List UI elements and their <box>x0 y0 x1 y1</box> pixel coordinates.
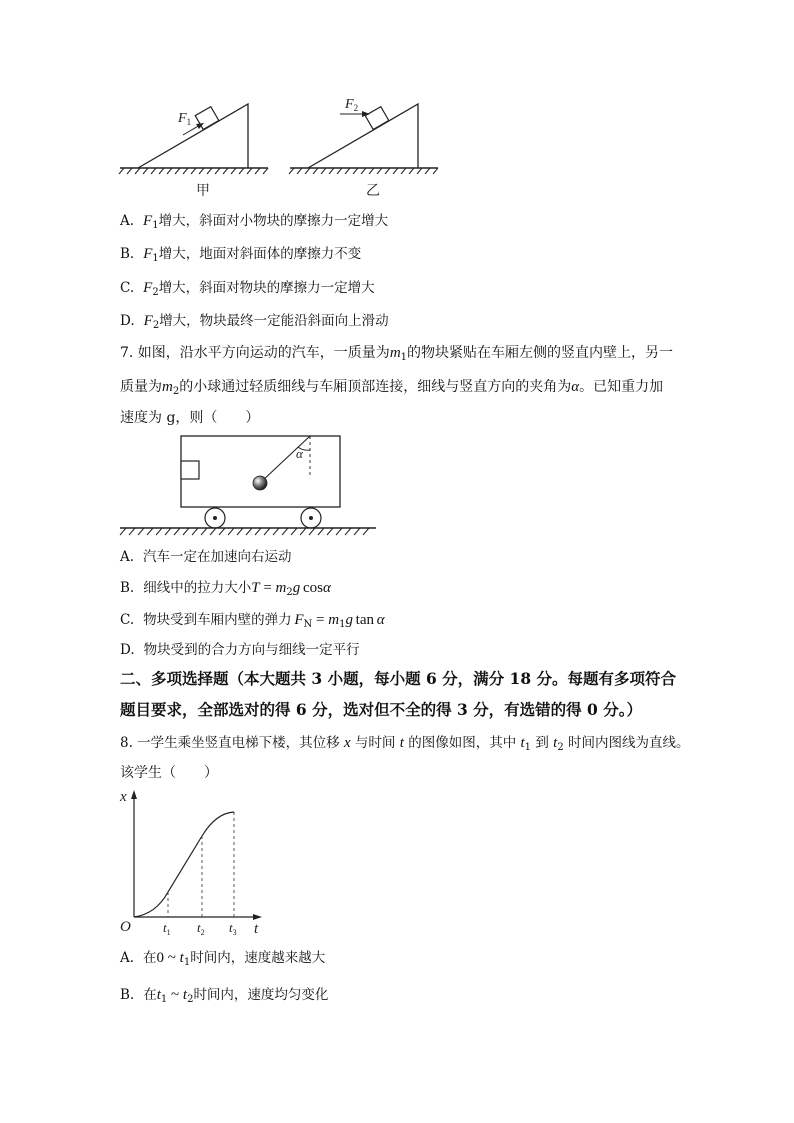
origin-label: O <box>120 919 131 935</box>
force-label-b: $F_2$ <box>345 97 359 113</box>
xt-curve <box>134 812 234 917</box>
section-2-heading-line-1: 二、多项选择题（本大题共 3 小题，每小题 6 分，满分 18 分。每题有多项符合 <box>120 669 677 688</box>
q8-option-a: A. 在0 ~ $t_1$时间内，速度越来越大 <box>120 950 326 968</box>
q8-stem-line-2: 该学生（ ） <box>120 765 218 781</box>
q7-option-a: A. 汽车一定在加速向右运动 <box>120 549 292 565</box>
wall-block <box>181 461 199 479</box>
q7-option-c: C. 物块受到车厢内壁的弹力 $F_N = m_1g$ tan α <box>120 612 385 630</box>
xt-graph <box>116 786 266 936</box>
q7-stem-line-1: 7. 如图，沿水平方向运动的汽车，一质量为$m_1$的物块紧贴在车厢左侧的竖直内壁上，另一 <box>120 345 674 363</box>
y-axis-arrow-icon <box>131 790 137 799</box>
ball <box>253 476 267 490</box>
caption-a: 甲 <box>196 184 210 199</box>
force-label-a: $F_1$ <box>178 111 192 127</box>
tick-t2: $t_2$ <box>197 920 205 936</box>
q6-option-c: C. $F_2$增大，斜面对物块的摩擦力一定增大 <box>120 280 375 298</box>
angle-label: α <box>296 446 303 461</box>
q8-option-b: B. 在$t_1$ ~ $t_2$时间内，速度均匀变化 <box>120 987 329 1005</box>
q6-option-d: D. $F_2$增大，物块最终一定能沿斜面向上滑动 <box>120 313 389 331</box>
tick-t1: $t_1$ <box>163 920 171 936</box>
q6-option-a: A. $F_1$增大，斜面对小物块的摩擦力一定增大 <box>120 213 389 231</box>
incline-figures <box>118 92 438 202</box>
incline-b-figure <box>289 97 438 199</box>
caption-b: 乙 <box>366 184 380 199</box>
q6-option-b: B. $F_1$增大，地面对斜面体的摩擦力不变 <box>120 246 362 264</box>
incline-a-figure <box>119 104 268 199</box>
q7-stem-line-2: 质量为$m_2$的小球通过轻质细线与车厢顶部连接，细线与竖直方向的夹角为α。已知重力加 <box>120 379 664 397</box>
q7-option-b: B. 细线中的拉力大小$T = m_2g$ cosα <box>120 580 331 598</box>
y-axis-label: x <box>120 789 127 805</box>
section-2-heading-line-2: 题目要求，全部选对的得 6 分，选对但不全的得 3 分，有选错的得 0 分。） <box>120 700 642 719</box>
q8-stem-line-1: 8. 一学生乘坐竖直电梯下楼，其位移 x 与时间 t 的图像如图，其中 $t_1$ 到 $t_2$ 时间内图线为直线。 <box>120 735 690 753</box>
car-body <box>181 436 340 507</box>
car-figure <box>118 432 380 540</box>
x-axis-arrow-icon <box>253 914 262 920</box>
block-b <box>365 107 389 130</box>
q7-stem-line-3: 速度为 g，则（ ） <box>120 410 260 426</box>
q7-option-d: D. 物块受到的合力方向与细线一定平行 <box>120 642 360 658</box>
tick-t3: $t_3$ <box>229 920 237 936</box>
x-axis-label: t <box>254 921 259 936</box>
